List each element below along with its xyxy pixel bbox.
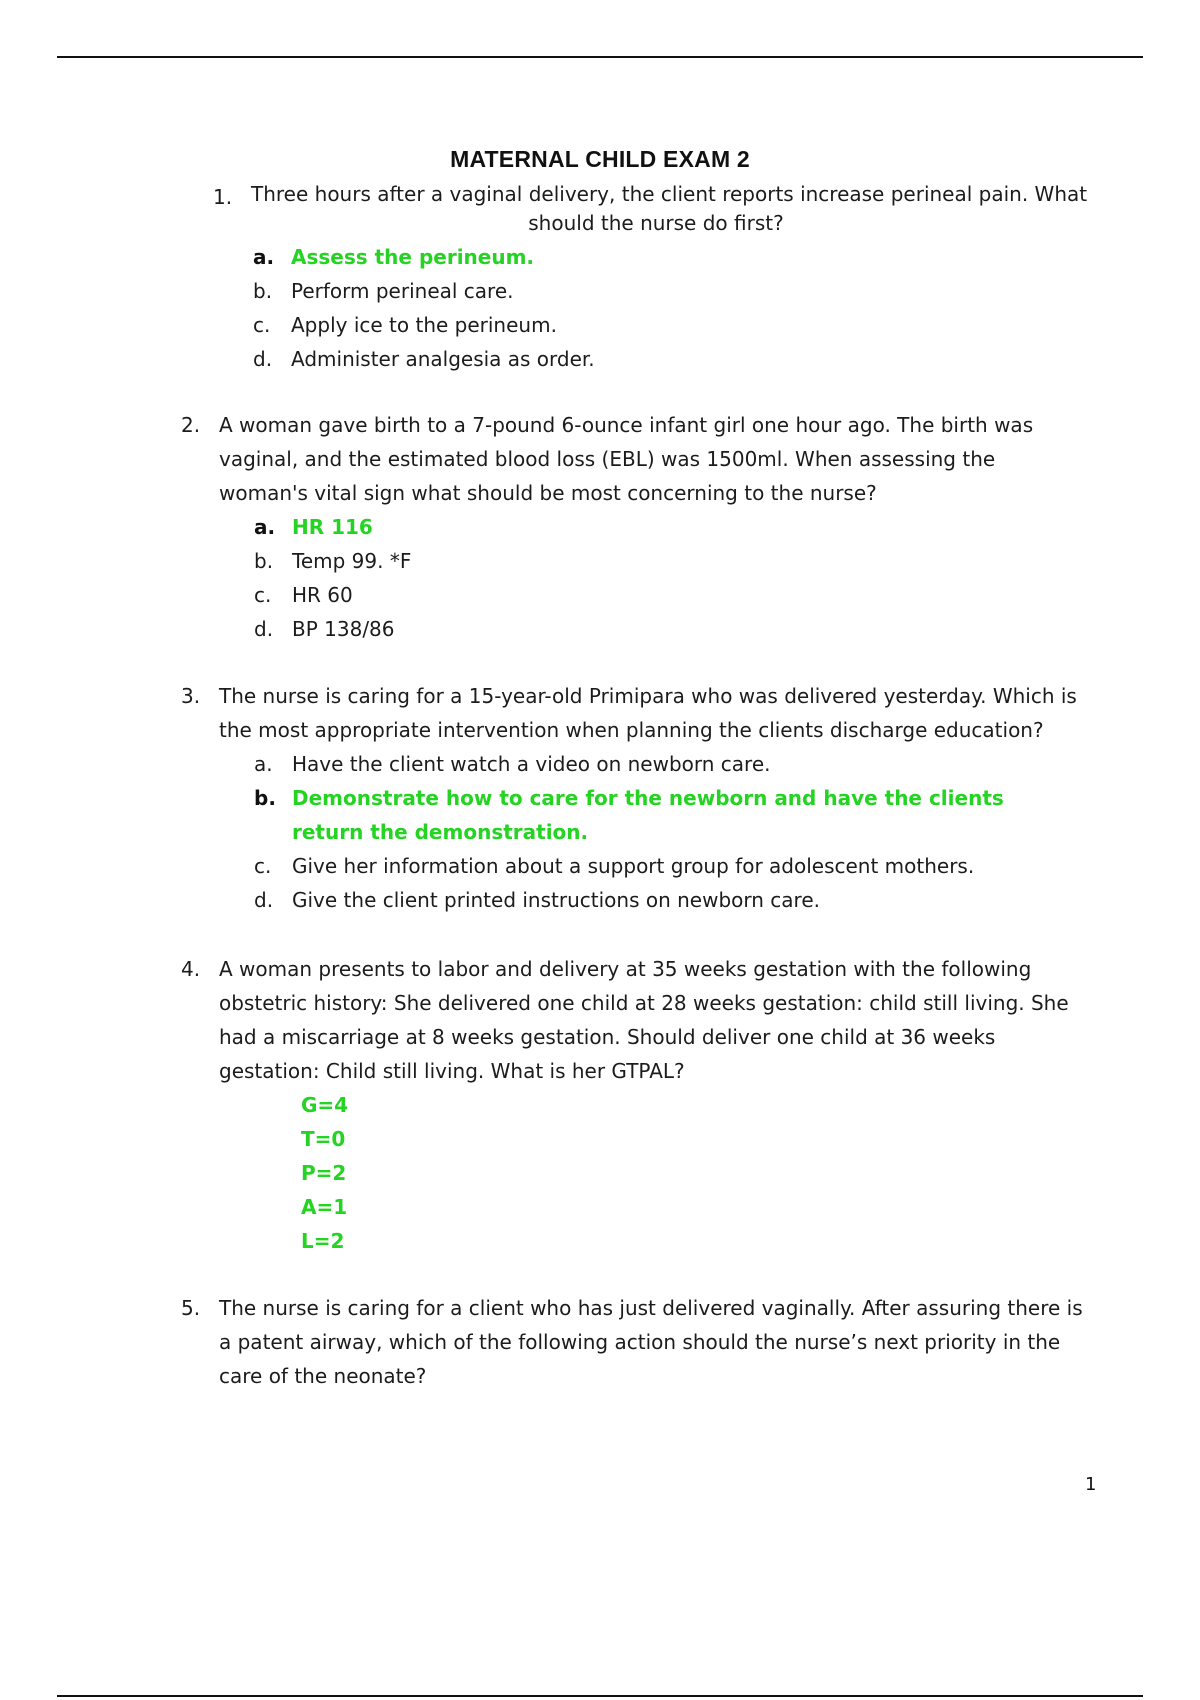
option-text: Apply ice to the perineum. [291, 313, 557, 337]
options-list [254, 510, 1089, 646]
question-1 [213, 180, 1101, 376]
gtpal-answer-list [301, 1088, 1089, 1258]
question-number: 4. [181, 957, 201, 981]
option-text: Administer analgesia as order. [291, 347, 595, 371]
option-letter: d. [254, 888, 274, 912]
page-number: 1 [1085, 1474, 1097, 1495]
option-c [253, 308, 1101, 342]
options-list [253, 240, 1101, 376]
option-d [254, 612, 1089, 646]
option-letter: a. [254, 515, 276, 539]
option-text: BP 138/86 [292, 617, 395, 641]
gtpal-l: L=2 [301, 1229, 345, 1253]
option-c [254, 849, 1014, 883]
option-d [254, 883, 1014, 917]
question-stem-line-2: should the nurse do first? [528, 211, 784, 235]
option-text: Give her information about a support group for adolescent mothers. [292, 854, 975, 878]
question-stem: A woman gave birth to a 7-pound 6-ounce infant girl one hour ago. The birth was vaginal, and the estimated blood loss (EBL) was 1500ml. When assessing the woman's vital sign what should be most concerning to the nurse? [219, 413, 1034, 505]
question-number: 3. [181, 684, 201, 708]
option-letter: c. [254, 583, 272, 607]
option-letter: b. [254, 549, 274, 573]
question-stem: A woman presents to labor and delivery at 35 weeks gestation with the following obstetric history: She delivered one child at 28 weeks gestation: child still living. She had a miscarriage at 8 weeks gestation. Should deliver one child at 36 weeks gestation: Child still living. What is her GTPAL? [219, 957, 1069, 1083]
option-letter: a. [254, 752, 273, 776]
question-stem [251, 180, 1101, 238]
option-text: Demonstrate how to care for the newborn and have the clients return the demonstration. [292, 786, 1004, 844]
gtpal-a: A=1 [301, 1195, 348, 1219]
option-text: Give the client printed instructions on newborn care. [292, 888, 820, 912]
footer-rule [57, 1695, 1143, 1697]
option-b [253, 274, 1101, 308]
option-b [254, 544, 1089, 578]
options-list [254, 747, 1014, 917]
option-c [254, 578, 1089, 612]
option-text: Perform perineal care. [291, 279, 514, 303]
option-a [253, 240, 1101, 274]
question-number: 5. [181, 1296, 201, 1320]
option-letter: c. [253, 313, 271, 337]
question-number: 1. [213, 185, 233, 209]
option-text: HR 60 [292, 583, 353, 607]
question-stem: The nurse is caring for a client who has just delivered vaginally. After assuring there is a patent airway, which of the following action should the nurse’s next priority in the care of the neonate? [219, 1296, 1083, 1388]
question-stem-line-1: Three hours after a vaginal delivery, the client reports increase perineal pain. What [251, 182, 1088, 206]
question-3 [181, 679, 1089, 917]
option-a [254, 510, 1089, 544]
question-5 [181, 1291, 1089, 1393]
question-number: 2. [181, 413, 201, 437]
option-text: HR 116 [292, 515, 373, 539]
option-text: Temp 99. *F [292, 549, 412, 573]
option-b [254, 781, 1014, 849]
option-letter: b. [253, 279, 273, 303]
option-d [253, 342, 1101, 376]
question-stem: The nurse is caring for a 15-year-old Primipara who was delivered yesterday. Which is the most appropriate intervention when planning the clients discharge education? [219, 684, 1077, 742]
option-text: Assess the perineum. [291, 245, 535, 269]
page-title: MATERNAL CHILD EXAM 2 [450, 146, 750, 172]
question-4 [181, 952, 1089, 1258]
option-a [254, 747, 1014, 781]
gtpal-g: G=4 [301, 1093, 349, 1117]
option-letter: a. [253, 245, 275, 269]
option-letter: d. [253, 347, 273, 371]
option-letter: c. [254, 854, 272, 878]
gtpal-p: P=2 [301, 1161, 347, 1185]
gtpal-t: T=0 [301, 1127, 346, 1151]
header-rule [57, 56, 1143, 58]
option-letter: d. [254, 617, 274, 641]
option-text: Have the client watch a video on newborn care. [292, 752, 771, 776]
question-2 [181, 408, 1089, 646]
option-letter: b. [254, 786, 276, 810]
